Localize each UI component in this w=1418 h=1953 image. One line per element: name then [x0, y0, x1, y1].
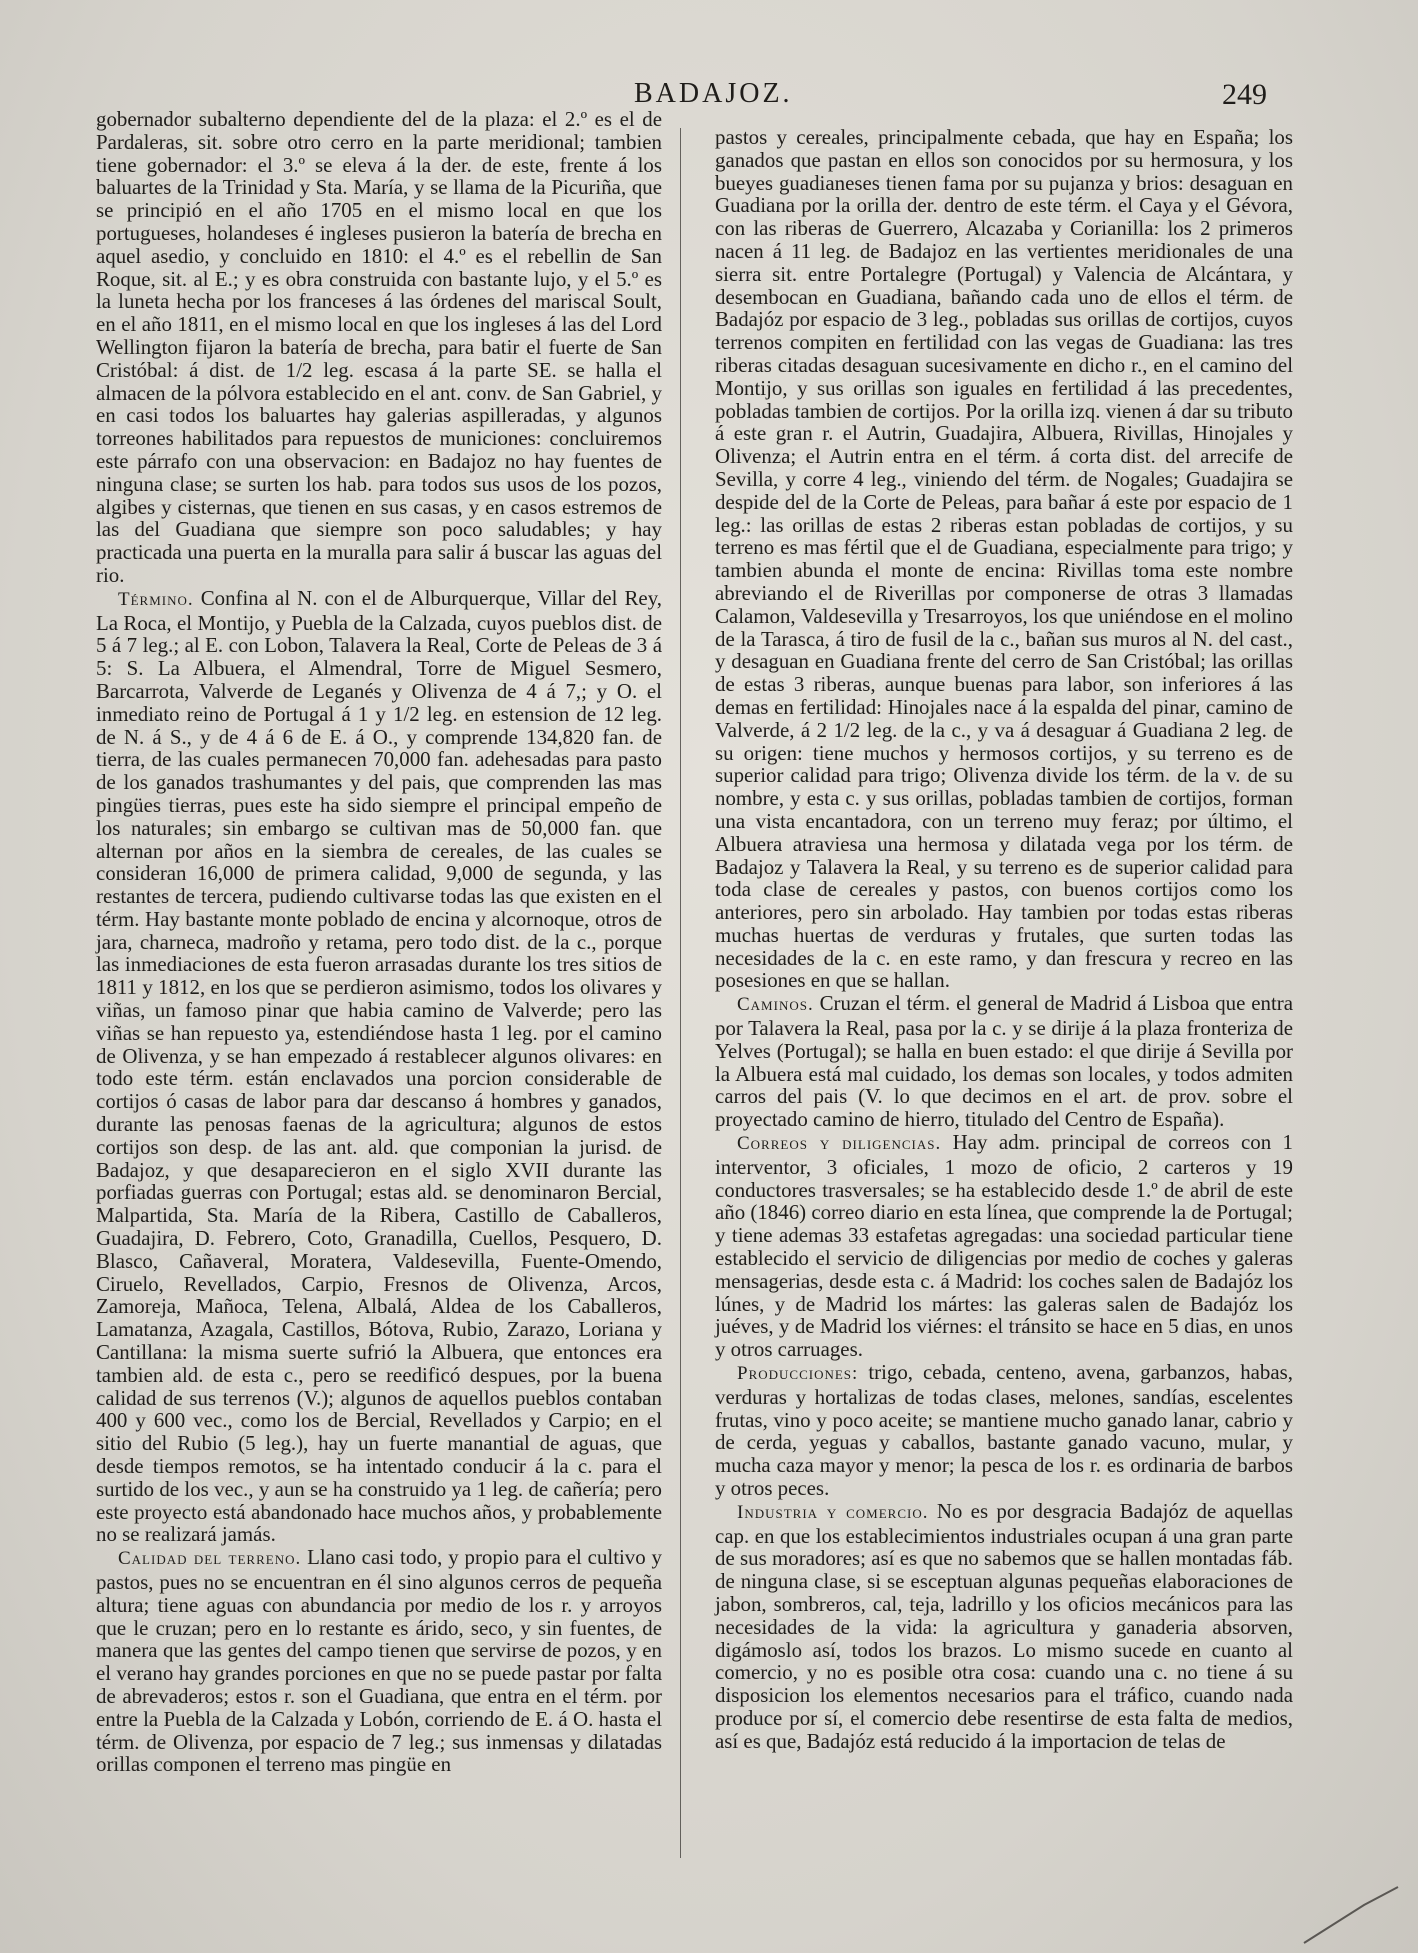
section-heading: Calidad del terreno. — [118, 1548, 302, 1570]
paragraph — [96, 587, 662, 1546]
paragraph — [96, 1546, 662, 1776]
paragraph — [715, 126, 1293, 992]
page-corner-mark — [1294, 1885, 1404, 1945]
paragraph-text: Llano casi todo, y propio para el cultivo y pastos, pues no se encuentran en él sino algunos cerros de pequeña altura; tiene aguas con abundancia por medio de los r. y arroyos que le cruzan; pero en lo restante es árido, seco, y sin fuentes, de manera que las gentes del campo tienen que servirse de pozos, y en el verano hay grandes porciones en que no se puede pastar por falta de abrevaderos; estos r. son el Guadiana, que entra en el térm. por entre la Puebla de la Calzada y Lobón, corriendo de E. á O. hasta el térm. de Olivenza, por espacio de 7 leg.; sus inmensas y dilatadas orillas componen el terreno mas pingüe en — [96, 1545, 662, 1777]
running-title: BADAJOZ. — [634, 78, 793, 109]
paragraph — [96, 108, 662, 587]
section-heading: Industria y comercio. — [737, 1501, 929, 1523]
section-heading: Correos y diligencias. — [737, 1133, 942, 1155]
paragraph-text: Cruzan el térm. el general de Madrid á Lisboa que entra por Talavera la Real, pasa por la c. y se dirije á la plaza fronteriza de Yelves (Portugal); se halla en buen estado: el que dirije á Sevilla por la Albuera está mal cuidado, los demas son locales, y todos admiten carros del pais (V. lo que decimos en el art. de prov. sobre el proyectado camino de hierro, titulado del Centro de España). — [715, 991, 1293, 1132]
section-heading: Producciones: — [737, 1363, 859, 1385]
paragraph — [715, 1500, 1293, 1753]
column-divider — [680, 128, 681, 1858]
section-heading: Caminos. — [737, 994, 814, 1016]
paragraph-text: Hay adm. principal de correos con 1 interventor, 3 oficiales, 1 mozo de oficio, 2 carteros y 19 conductores trasversales; se ha establecido desde 1.º de abril de este año (1846) correo diario en esta línea, que comprende la de Portugal; y tiene ademas 33 estafetas agregadas: una sociedad particular tiene establecido el servicio de diligencias por medio de coches y galeras mensagerias, desde esta c. á Madrid: los coches salen de Badajóz los lúnes, y de Madrid los mártes: las galeras salen de Badajóz los juéves, y de Madrid los viérnes: el tránsito se hace en 5 dias, en unos y otros carruages. — [715, 1130, 1293, 1362]
paragraph — [715, 1131, 1293, 1361]
paragraph-text: No es por desgracia Badajóz de aquellas cap. en que los establecimientos industriales ocupan á una gran parte de sus moradores; así es que no sabemos que se hallen montadas fáb. de ninguna clase, si se esceptuan algunas pequeñas elaboraciones de jabon, sombreros, cal, teja, ladrillo y los oficios mecánicos para las necesidades de la vida: la agricultura y ganaderia absorven, digámoslo así, todos los brazos. Lo mismo sucede en cuanto al comercio, y no es posible otra cosa: cuando una c. no tiene á su disposicion los elementos necesarios para el tráfico, cuando nada produce por sí, el comercio debe resentirse de esta falta de medios, así es que, Badajóz está reducido á la importacion de telas de — [715, 1498, 1293, 1753]
paragraph — [715, 1361, 1293, 1500]
section-heading: Término. — [118, 588, 194, 610]
paragraph-text: trigo, cebada, centeno, avena, garbanzos, habas, verduras y hortalizas de todas clases, melones, sandías, escelentes frutas, vino y poco aceite; se mantiene mucho ganado lanar, cabrio y de cerda, yeguas y caballos, bastante ganado vacuno, mular, y mucha caza mayor y menor; la pesca de los r. es ordinaria de barbos y otros peces. — [715, 1360, 1293, 1501]
paragraph-text: pastos y cereales, principalmente cebada, que hay en España; los ganados que pastan en ellos son conocidos por su hermosura, y los bueyes guadianeses tienen fama por su pujanza y brios: desaguan en Guadiana por la orilla der. dentro de este térm. el Caya y el Gévora, con las riberas de Guerrero, Alcazaba y Corianilla: los 2 primeros nacen á 11 leg. de Badajoz en las vertientes meridionales de una sierra sit. entre Portalegre (Portugal) y Valencia de Alcántara, y desembocan en Guadiana, bañando cada uno de ellos el térm. de Badajóz por espacio de 3 leg., pobladas sus orillas de cortijos, cuyos terrenos compiten en fertilidad con las vegas de Guadiana: las tres riberas citadas desaguan sucesivamente en dicho r., en el camino del Montijo, y sus orillas son iguales en fertilidad á las precedentes, pobladas tambien de cortijos. Por la orilla izq. vienen á dar su tributo á este gran r. el Autrin, Guadajira, Albuera, Rivillas, Hinojales y Olivenza; el Autrin entra en el térm. á corta dist. del arrecife de Sevilla, y corre 4 leg., viniendo del térm. de Nogales; Guadajira se despide del de la Corte de Peleas, para bañar á este por espacio de 1 leg.: las orillas de estas 2 riberas estan pobladas de cortijos, y su terreno es mas fértil que el de Guadiana, especialmente para trigo; y tambien abunda el monte de encina: Rivillas toma este nombre abreviando el de Riverillas por componerse de otras 3 llamadas Calamon, Valdesevilla y Tresarroyos, los que uniéndose en el molino de la Tarasca, á tiro de fusil de la c., bañan sus muros al N. del cast., y desaguan en Guadiana frente del cerro de San Cristóbal; las orillas de estas 3 riberas, aunque buenas para labor, son inferiores á las demas en fertilidad: Hinojales nace á la espalda del pinar, camino de Valverde, á 2 1/2 leg. de la c., y va á desaguar á Guadiana 2 leg. de su origen: tiene muchos y hermosos cortijos, y su terreno es de superior calidad para trigo; Olivenza divide los térm. de la v. de su nombre, y esta c. y sus orillas, pobladas tambien de cortijos, forman una vista encantadora, con un terreno muy feraz; por último, el Albuera atraviesa una hermosa y dilatada vega por los térm. de Badajoz y Talavera la Real, y su terreno es de superior calidad para toda clase de cereales y pastos, con buenos cortijos como los anteriores, pero sin arbolado. Hay tambien por todas estas riberas muchas huertas de verduras y frutales, que surten todas las necesidades de la c. en este ramo, y dan frescura y recreo en las posesiones en que se hallan. — [715, 125, 1293, 993]
right-column — [715, 126, 1293, 1753]
paragraph — [715, 992, 1293, 1131]
page-number: 249 — [1222, 78, 1267, 111]
left-column — [96, 108, 662, 1776]
paragraph-text: Confina al N. con el de Alburquerque, Villar del Rey, La Roca, el Montijo, y Puebla de la Calzada, cuyos pueblos dist. de 5 á 7 leg.; al E. con Lobon, Talavera la Real, Corte de Peleas de 3 á 5: S. La Albuera, el Almendral, Torre de Miguel Sesmero, Barcarrota, Valverde de Leganés y Olivenza de 4 á 7,; y O. el inmediato reino de Portugal á 1 y 1/2 leg. en estension de 12 leg. de N. á S., y de 4 á 6 de E. á O., y comprende 134,820 fan. de tierra, de las cuales permanecen 70,000 fan. adehesadas para pasto de los ganados trashumantes y del pais, que comprenden las mas pingües tierras, pues este ha sido siempre el principal empeño de los naturales; sin embargo se cultivan mas de 50,000 fan. que alternan por años en la siembra de cereales, de las cuales se consideran 16,000 de primera calidad, 9,000 de segunda, y las restantes de tercera, pudiendo cultivarse todas las que existen en el térm. Hay bastante monte poblado de encina y alcornoque, otros de jara, charneca, madroño y retama, pero todo dist. de la c., porque las inmediaciones de esta fueron arrasadas durante los tres sitios de 1811 y 1812, en los que se perdieron asimismo, todos los olivares y viñas, un famoso pinar que habia camino de Valverde; pero las viñas se han repuesto ya, estendiéndose hasta 1 leg. por el camino de Olivenza, y se han empezado á restablecer algunos olivares: en todo este térm. están enclavados una porcion considerable de cortijos ó casas de labor para dar descanso á hombres y ganados, durante las penosas faenas de la agricultura; algunos de estos cortijos son desp. de las ant. ald. que componian la jurisd. de Badajoz, y que desaparecieron en el siglo XVII durante las porfiadas guerras con Portugal; estas ald. se denominaron Bercial, Malpartida, Sta. María de la Ribera, Castillo de Caballeros, Guadajira, D. Febrero, Coto, Granadilla, Cuellos, Pesquero, D. Blasco, Cañaveral, Moratera, Valdesevilla, Fuente-Omendo, Ciruelo, Revellados, Carpio, Fresnos de Olivenza, Arcos, Zamoreja, Mañoca, Telena, Albalá, Aldea de los Caballeros, Lamatanza, Azagala, Castillos, Bótova, Rubio, Zarazo, Loriana y Cantillana: la misma suerte sufrió la Albuera, que entonces era tambien ald. de esta c., pero se reedificó despues, por la buena calidad de sus terrenos (V.); algunos de aquellos pueblos contaban 400 y 600 vec., como los de Bercial, Revellados y Carpio; en el sitio del Rubio (5 leg.), hay un fuerte manantial de aguas, que desde tiempos remotos, se ha intentado conducir á la c. para el surtido de los vec., y aun se ha construido ya 1 leg. de cañería; pero este proyecto está abandonado hace muchos años, y probablemente no se realizará jamás. — [96, 585, 663, 1547]
paragraph-text: gobernador subalterno dependiente del de la plaza: el 2.º es el de Pardaleras, sit. sobre otro cerro en la parte meridional; tambien tiene gobernador: el 3.º se eleva á la der. de este, frente á los baluartes de la Trinidad y Sta. María, y se llama de la Picuriña, que se principió en el año 1705 en el mismo local en que los portugueses, holandeses é ingleses pusieron la batería de brecha en aquel asedio, y concluido en 1810: el 4.º es el rebellin de San Roque, sit. al E.; y es obra construida con bastante lujo, y el 5.º es la luneta hecha por los franceses á las órdenes del mariscal Soult, en el año 1811, en el mismo local en que los ingleses á las del Lord Wellington fijaron la batería de brecha, para batir el fuerte de San Cristóbal: á dist. de 1/2 leg. escasa á la parte SE. se halla el almacen de la pólvora establecido en el ant. conv. de San Gabriel, y en casi todos los baluartes hay galerias aspilleradas, y algunos torreones habilitados para repuestos de municiones: concluiremos este párrafo con una observacion: en Badajoz no hay fuentes de ninguna clase; se surten los hab. para todos sus usos de los pozos, algibes y cisternas, que tienen en sus casas, y en casos estremos de las del Guadiana que siempre son poco saludables; y hay practicada una puerta en la muralla para salir á buscar las aguas del rio. — [96, 107, 662, 587]
